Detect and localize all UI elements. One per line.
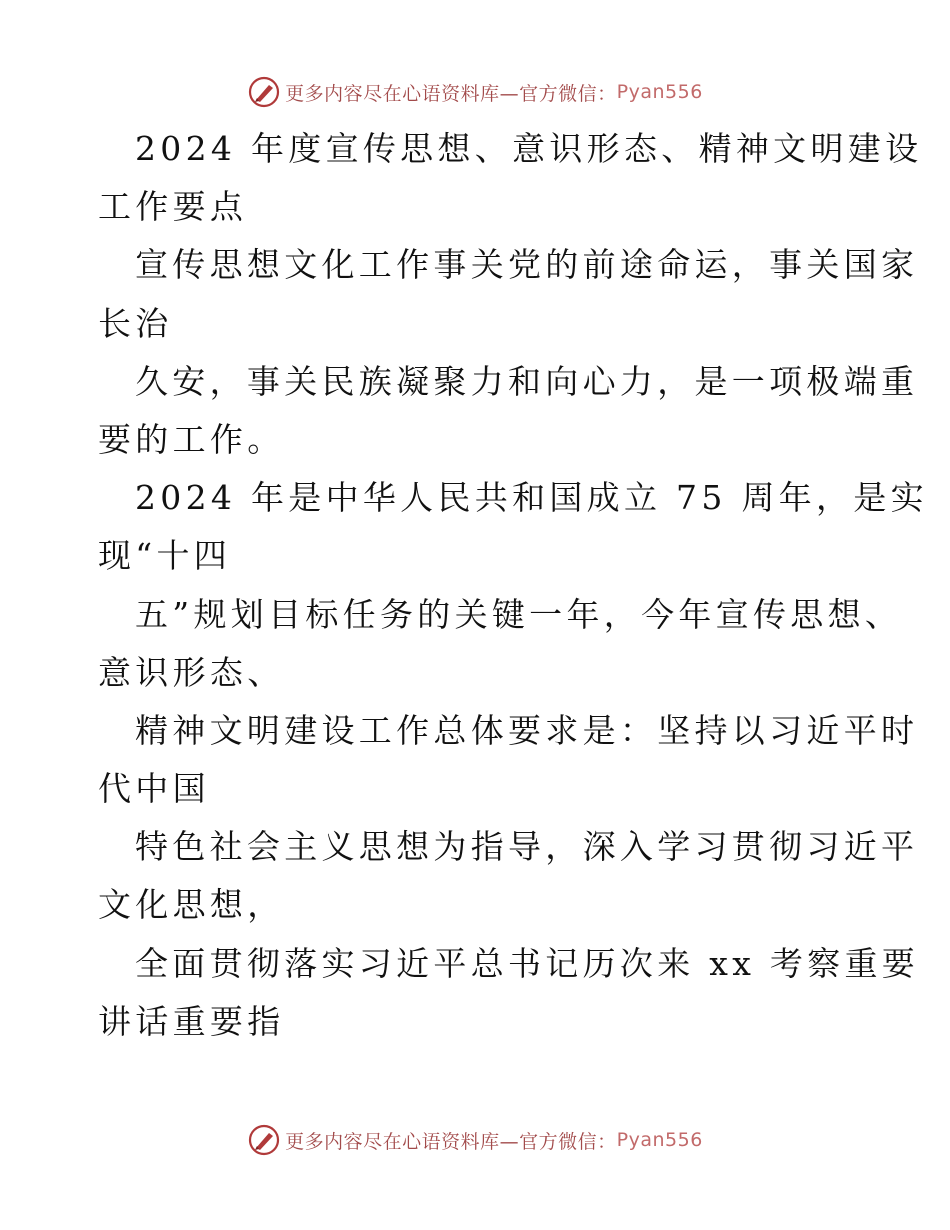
text-line: 2024 年是中华人民共和国成立 75 周年，是实 <box>135 478 928 518</box>
text-line: 长治 <box>98 303 173 343</box>
text-line: 五”规划目标任务的关键一年，今年宣传思想、 <box>135 594 903 634</box>
pen-logo-icon <box>247 75 281 109</box>
text-line: 精神文明建设工作总体要求是：坚持以习近平时 <box>135 710 919 750</box>
watermark-account: Pyan556 <box>616 1129 703 1151</box>
text-line: 要的工作。 <box>98 419 285 459</box>
text-line: 全面贯彻落实习近平总书记历次来 xx 考察重要 <box>135 943 920 983</box>
watermark-account: Pyan556 <box>616 81 703 103</box>
text-line: 2024 年度宣传思想、意识形态、精神文明建设 <box>135 129 923 168</box>
footer-watermark <box>0 1120 950 1160</box>
watermark-text: 更多内容尽在心语资料库—官方微信： <box>285 1130 617 1153</box>
text-line: 特色社会主义思想为指导，深入学习贯彻习近平 <box>135 827 919 867</box>
watermark-text: 更多内容尽在心语资料库—官方微信： <box>285 82 617 105</box>
document-body <box>98 120 928 1051</box>
text-line: 工作要点 <box>98 187 248 227</box>
text-line: 宣传思想文化工作事关党的前途命运，事关国家 <box>135 245 919 285</box>
text-line: 久安，事关民族凝聚力和向心力，是一项极端重 <box>135 361 919 401</box>
text-line: 代中国 <box>98 769 210 809</box>
pen-logo-icon <box>247 1123 281 1157</box>
text-line: 现“十四 <box>98 536 232 576</box>
text-line: 意识形态、 <box>98 652 285 692</box>
header-watermark <box>0 72 950 112</box>
text-line: 文化思想， <box>98 885 285 925</box>
text-line: 讲话重要指 <box>98 1001 285 1041</box>
